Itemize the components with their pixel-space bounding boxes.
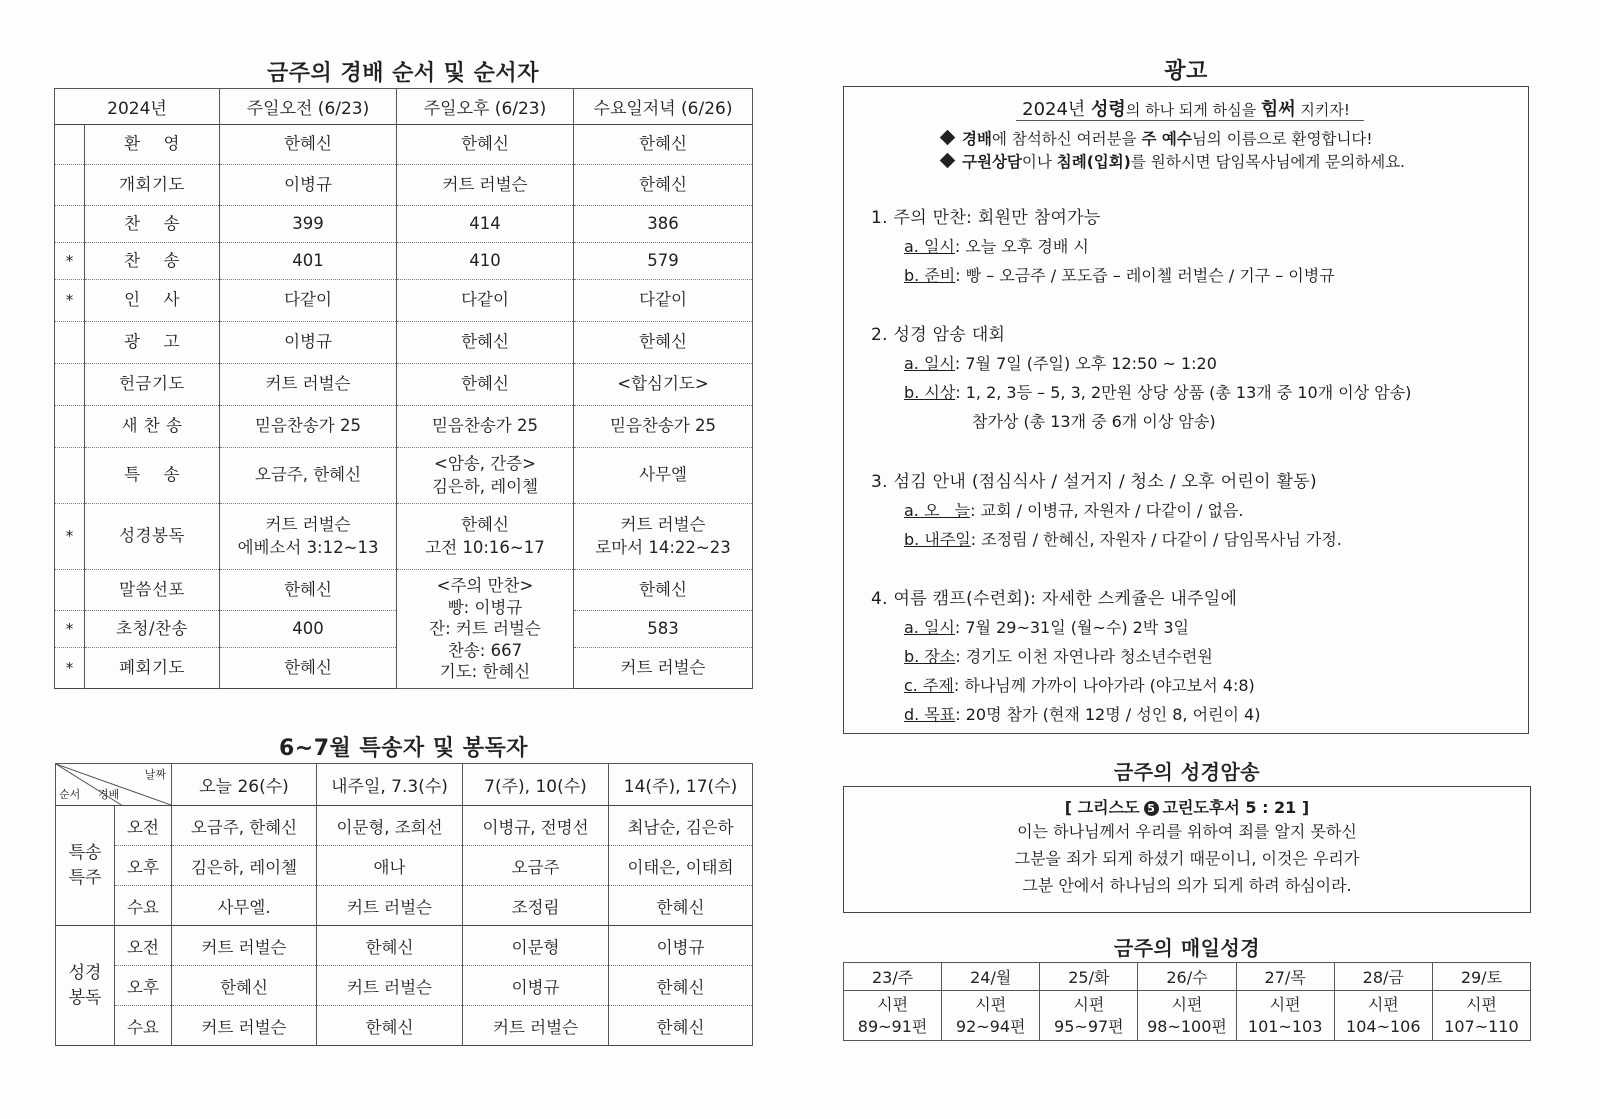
slogan-emphasis: 성령 <box>1091 99 1126 120</box>
reading-cell <box>942 991 1040 1041</box>
special-cell: 커트 러벌슨 <box>172 1006 317 1046</box>
reading-cell <box>1138 991 1236 1041</box>
corner-label-date: 날짜 <box>144 768 166 781</box>
special-cell: 이병규 <box>463 966 609 1006</box>
detail-key: a. 일시 <box>904 354 955 373</box>
cell-sun-am <box>220 504 397 570</box>
special-cell: 한혜신 <box>609 1006 753 1046</box>
cell-sun-pm <box>397 448 574 504</box>
reading-cell <box>844 991 942 1041</box>
detail-text: : 20명 참가 (현재 12명 / 성인 8, 어린이 4) <box>955 705 1261 724</box>
cell-line: 기도: 한혜신 <box>439 662 531 682</box>
day-header: 24/월 <box>942 963 1040 991</box>
reading-book: 시편 <box>1073 994 1105 1014</box>
special-cell: 한혜신 <box>609 966 753 1006</box>
memory-verse-box <box>843 786 1531 913</box>
announcement-detail <box>904 702 1260 725</box>
cell-sun-am: 이병규 <box>220 322 397 364</box>
cell-line: 한혜신 <box>461 515 509 535</box>
header-year: 2024년 <box>55 89 220 125</box>
order-header-row <box>55 89 753 125</box>
cell-sun-pm <box>397 504 574 570</box>
cell-wed: 한혜신 <box>574 125 753 165</box>
reading-cell <box>1334 991 1432 1041</box>
cell-sun-pm: 414 <box>397 206 574 243</box>
order-row <box>55 206 753 243</box>
cell-sun-am: 이병규 <box>220 165 397 206</box>
stand-marker <box>55 206 85 243</box>
cell-wed: 사무엘 <box>574 448 753 504</box>
header-week-3: 7(주), 10(수) <box>463 764 609 806</box>
reading-book: 시편 <box>975 994 1007 1014</box>
cell-sun-am: 401 <box>220 243 397 280</box>
corner-header-cell <box>56 764 172 806</box>
announcement-detail <box>904 644 1213 667</box>
daily-bible-title: 금주의 매일성경 <box>1113 936 1261 960</box>
corner-label-order: 순서 <box>59 788 81 801</box>
announcement-detail <box>904 380 1411 403</box>
order-row <box>55 280 753 322</box>
reading-book: 시편 <box>1367 994 1399 1014</box>
special-cell: 조정림 <box>463 886 609 926</box>
announcements-box <box>843 86 1529 734</box>
special-cell: 이문형 <box>463 926 609 966</box>
reading-book: 시편 <box>877 994 909 1014</box>
special-header-row <box>56 764 753 806</box>
reading-range: 107~110 <box>1444 1016 1519 1036</box>
stand-marker: * <box>55 243 85 280</box>
diamond-bullet-icon <box>940 153 956 169</box>
bullet-text: 님의 이름으로 환영합니다! <box>1191 130 1373 148</box>
special-cell: 한혜신 <box>609 886 753 926</box>
detail-key: c. 주제 <box>904 676 954 695</box>
announcement-detail <box>904 234 1089 257</box>
announcement-heading: 2. 성경 암송 대회 <box>871 325 1006 345</box>
diamond-bullet-icon <box>940 130 956 146</box>
day-header: 25/화 <box>1040 963 1138 991</box>
special-cell: 김은하, 레이첼 <box>172 846 317 886</box>
worship-order-title: 금주의 경배 순서 및 순서자 <box>267 61 539 86</box>
cell-line: <주의 만찬> <box>436 576 534 596</box>
reading-book: 시편 <box>1171 994 1203 1014</box>
special-cell: 오금주 <box>463 846 609 886</box>
special-cell: 커트 러벌슨 <box>463 1006 609 1046</box>
special-cell: 사무엘. <box>172 886 317 926</box>
stand-marker <box>55 322 85 364</box>
special-cell: 한혜신 <box>317 1006 463 1046</box>
cell-line: 김은하, 레이첼 <box>431 476 539 496</box>
order-label: 헌금기도 <box>85 364 220 406</box>
stand-marker: * <box>55 648 85 689</box>
special-row <box>56 966 753 1006</box>
cell-sun-am: 한혜신 <box>220 648 397 689</box>
cell-wed: 386 <box>574 206 753 243</box>
announcement-heading: 4. 여름 캠프(수련회): 자세한 스케쥴은 내주일에 <box>871 589 1238 609</box>
announcement-detail <box>904 527 1342 550</box>
bullet-emphasis: 침례(입회) <box>1056 153 1131 171</box>
bullet-emphasis: 경배 <box>962 130 992 148</box>
cell-sun-pm: 커트 러벌슨 <box>397 165 574 206</box>
stand-marker <box>55 448 85 504</box>
announcement-detail <box>904 673 1255 696</box>
daily-reading-row <box>844 991 1531 1041</box>
special-cell: 커트 러벌슨 <box>317 966 463 1006</box>
cell-line: 커트 러벌슨 <box>265 515 351 535</box>
order-label: 환 영 <box>85 125 220 165</box>
worship-order-table <box>54 88 753 689</box>
cell-wed <box>574 504 753 570</box>
cell-line: 고전 10:16~17 <box>425 537 545 557</box>
cell-line: 로마서 14:22~23 <box>595 537 731 557</box>
cell-wed: 다같이 <box>574 280 753 322</box>
cell-line: 잔: 커트 러벌슨 <box>429 619 541 639</box>
order-row <box>55 406 753 448</box>
verse-ref-suffix: 고린도후서 5 : 21 ] <box>1162 798 1310 817</box>
day-header: 28/금 <box>1334 963 1432 991</box>
reading-range: 98~100편 <box>1147 1016 1227 1036</box>
slogan-underline <box>1016 120 1364 121</box>
stand-marker: * <box>55 504 85 570</box>
detail-key: a. 일시 <box>904 618 955 637</box>
special-cell: 한혜신 <box>172 966 317 1006</box>
reading-cell <box>1236 991 1334 1041</box>
reading-range: 101~103 <box>1247 1016 1323 1036</box>
daily-header-row <box>844 963 1531 991</box>
group-label-line: 성경 <box>68 962 102 983</box>
special-cell: 이병규 <box>609 926 753 966</box>
corner-label-service: 경배 <box>98 788 120 801</box>
stand-marker: * <box>55 280 85 322</box>
circled-number-icon: 5 <box>1144 801 1159 816</box>
service-label: 수요 <box>115 886 172 926</box>
stand-marker <box>55 364 85 406</box>
ads-title: 광고 <box>1164 59 1208 84</box>
cell-sun-am: 커트 러벌슨 <box>220 364 397 406</box>
special-cell: 이병규, 전명선 <box>463 806 609 846</box>
detail-text: : 경기도 이천 자연나라 청소년수련원 <box>955 647 1213 666</box>
detail-text: : 하나님께 가까이 나아가라 (야고보서 4:8) <box>953 676 1255 695</box>
verse-line: 그분을 죄가 되게 하셨기 때문이니, 이것은 우리가 <box>1014 849 1360 868</box>
slogan-emphasis: 힘써 <box>1260 99 1296 120</box>
reading-cell <box>1432 991 1530 1041</box>
cell-wed: 커트 러벌슨 <box>574 648 753 689</box>
cell-sun-pm: 한혜신 <box>397 322 574 364</box>
detail-key: b. 준비 <box>904 266 956 285</box>
group-label-line: 특주 <box>68 867 102 888</box>
cell-sun-am: 한혜신 <box>220 125 397 165</box>
reading-cell <box>1040 991 1138 1041</box>
group-label-line: 봉독 <box>68 987 102 1008</box>
announcement-detail <box>904 615 1189 638</box>
service-label: 수요 <box>115 1006 172 1046</box>
detail-text: : 빵 – 오금주 / 포도즙 – 레이첼 러벌슨 / 기구 – 이병규 <box>955 266 1335 285</box>
order-row <box>55 504 753 570</box>
special-cell: 애나 <box>317 846 463 886</box>
cell-sun-am: 400 <box>220 611 397 648</box>
cell-sun-am: 오금주, 한혜신 <box>220 448 397 504</box>
detail-key: a. 일시 <box>904 237 955 256</box>
order-row <box>55 322 753 364</box>
day-header: 23/주 <box>844 963 942 991</box>
day-header: 26/수 <box>1138 963 1236 991</box>
stand-marker <box>55 125 85 165</box>
group-label-special-song <box>56 806 115 926</box>
order-label: 찬 송 <box>85 243 220 280</box>
bullet-text: 를 원하시면 담임목사님에게 문의하세요. <box>1130 153 1406 171</box>
cell-line: 에베소서 3:12~13 <box>237 537 379 557</box>
order-label: 인 사 <box>85 280 220 322</box>
order-label: 새 찬 송 <box>85 406 220 448</box>
bullet-emphasis: 구원상담 <box>962 153 1022 171</box>
special-cell: 커트 러벌슨 <box>172 926 317 966</box>
special-cell: 이태은, 이태희 <box>609 846 753 886</box>
special-section-title: 6~7월 특송자 및 봉독자 <box>278 736 529 761</box>
day-header: 29/토 <box>1432 963 1530 991</box>
order-row <box>55 243 753 280</box>
slogan <box>844 95 1528 121</box>
cell-sun-pm: 믿음찬송가 25 <box>397 406 574 448</box>
header-week-2: 내주일, 7.3(수) <box>317 764 463 806</box>
header-sunday-afternoon: 주일오후 (6/23) <box>397 89 574 125</box>
detail-text: : 조정림 / 한혜신, 자원자 / 다같이 / 담임목사님 가정. <box>970 530 1342 549</box>
bullet-text: 에 참석하신 여러분을 <box>991 130 1142 148</box>
cell-wed: 579 <box>574 243 753 280</box>
group-label-line: 특송 <box>68 842 102 863</box>
cell-sun-pm: 410 <box>397 243 574 280</box>
service-label: 오후 <box>115 966 172 1006</box>
order-label: 광 고 <box>85 322 220 364</box>
detail-key: d. 목표 <box>904 705 956 724</box>
cell-wed: 한혜신 <box>574 165 753 206</box>
cell-sun-pm: 한혜신 <box>397 125 574 165</box>
cell-line: 찬송: 667 <box>447 640 523 660</box>
order-label: 폐회기도 <box>85 648 220 689</box>
cell-wed: 한혜신 <box>574 322 753 364</box>
detail-key: b. 장소 <box>904 647 956 666</box>
special-row <box>56 806 753 846</box>
day-header: 27/목 <box>1236 963 1334 991</box>
reading-book: 시편 <box>1269 994 1301 1014</box>
service-label: 오후 <box>115 846 172 886</box>
stand-marker: * <box>55 611 85 648</box>
cell-sun-pm: 한혜신 <box>397 364 574 406</box>
order-label: 특 송 <box>85 448 220 504</box>
order-row <box>55 448 753 504</box>
communion-cell <box>397 570 574 689</box>
header-week-4: 14(주), 17(수) <box>609 764 753 806</box>
detail-text: : 1, 2, 3등 – 5, 3, 2만원 상당 상품 (총 13개 중 10개 이상 암송) <box>955 383 1412 402</box>
group-label-bible-reading <box>56 926 115 1046</box>
order-label: 초청/찬송 <box>85 611 220 648</box>
reading-book: 시편 <box>1465 994 1497 1014</box>
detail-key: a. 오 늘 <box>904 501 971 520</box>
announcement-heading: 3. 섬김 안내 (점심식사 / 설거지 / 청소 / 오후 어린이 활동) <box>871 472 1317 492</box>
cell-sun-pm: 다같이 <box>397 280 574 322</box>
order-label: 말씀선포 <box>85 570 220 611</box>
cell-sun-am: 다같이 <box>220 280 397 322</box>
slogan-text: 2024년 <box>1022 99 1092 120</box>
cell-sun-am: 399 <box>220 206 397 243</box>
detail-text: : 오늘 오후 경배 시 <box>954 237 1089 256</box>
stand-marker <box>55 406 85 448</box>
special-cell: 최남순, 김은하 <box>609 806 753 846</box>
cell-sun-am: 한혜신 <box>220 570 397 611</box>
order-row <box>55 570 753 611</box>
daily-bible-table <box>843 962 1531 1041</box>
cell-sun-am: 믿음찬송가 25 <box>220 406 397 448</box>
detail-text: : 교회 / 이병규, 자원자 / 다같이 / 없음. <box>970 501 1244 520</box>
welcome-bullet <box>942 127 1373 149</box>
announcement-heading: 1. 주의 만찬: 회원만 참여가능 <box>871 208 1101 228</box>
announcement-detail <box>904 351 1217 374</box>
cell-line: 빵: 이병규 <box>447 597 523 617</box>
order-label: 찬 송 <box>85 206 220 243</box>
verse-line: 그분 안에서 하나님의 의가 되게 하려 하심이라. <box>1022 876 1352 895</box>
reading-range: 104~106 <box>1346 1016 1421 1036</box>
announcement-detail <box>904 263 1335 286</box>
header-wednesday-evening: 수요일저녁 (6/26) <box>574 89 753 125</box>
special-cell: 한혜신 <box>317 926 463 966</box>
detail-key: b. 시상 <box>904 383 956 402</box>
announcement-detail <box>904 498 1244 521</box>
special-row <box>56 926 753 966</box>
order-row <box>55 165 753 206</box>
reading-range: 92~94편 <box>955 1016 1026 1036</box>
order-label: 개회기도 <box>85 165 220 206</box>
slogan-text: 지키자! <box>1295 101 1350 119</box>
order-row <box>55 125 753 165</box>
announcement-detail-continuation: 참가상 (총 13개 중 6개 이상 암송) <box>972 412 1216 431</box>
special-cell: 커트 러벌슨 <box>317 886 463 926</box>
bullet-text: 이나 <box>1021 153 1057 171</box>
order-row <box>55 364 753 406</box>
service-label: 오전 <box>115 806 172 846</box>
special-cell: 이문형, 조희선 <box>317 806 463 846</box>
memory-verse-title: 금주의 성경암송 <box>1113 760 1261 784</box>
header-week-1: 오늘 26(수) <box>172 764 317 806</box>
counsel-bullet <box>942 150 1405 172</box>
cell-line: <암송, 간증> <box>434 454 536 474</box>
bullet-emphasis: 주 예수 <box>1141 130 1192 148</box>
cell-wed: 믿음찬송가 25 <box>574 406 753 448</box>
special-row <box>56 886 753 926</box>
order-label: 성경봉독 <box>85 504 220 570</box>
detail-text: : 7월 29~31일 (월~수) 2박 3일 <box>954 618 1190 637</box>
special-cell: 오금주, 한혜신 <box>172 806 317 846</box>
reading-range: 89~91편 <box>857 1016 928 1036</box>
stand-marker <box>55 570 85 611</box>
verse-ref-prefix: [ 그리스도 <box>1064 798 1140 817</box>
special-row <box>56 1006 753 1046</box>
cell-wed: 한혜신 <box>574 570 753 611</box>
cell-line: 커트 러벌슨 <box>620 515 706 535</box>
special-singers-table <box>55 763 753 1046</box>
verse-line: 이는 하나님께서 우리를 위하여 죄를 알지 못하신 <box>1017 822 1357 841</box>
reading-range: 95~97편 <box>1054 1016 1124 1036</box>
slogan-text: 의 하나 되게 하심을 <box>1125 101 1261 119</box>
detail-key: b. 내주일 <box>904 530 971 549</box>
cell-wed: <합심기도> <box>574 364 753 406</box>
verse-reference <box>844 795 1530 818</box>
service-label: 오전 <box>115 926 172 966</box>
header-sunday-morning: 주일오전 (6/23) <box>220 89 397 125</box>
stand-marker <box>55 165 85 206</box>
special-row <box>56 846 753 886</box>
detail-text: : 7월 7일 (주일) 오후 12:50 ~ 1:20 <box>954 354 1217 373</box>
cell-wed: 583 <box>574 611 753 648</box>
